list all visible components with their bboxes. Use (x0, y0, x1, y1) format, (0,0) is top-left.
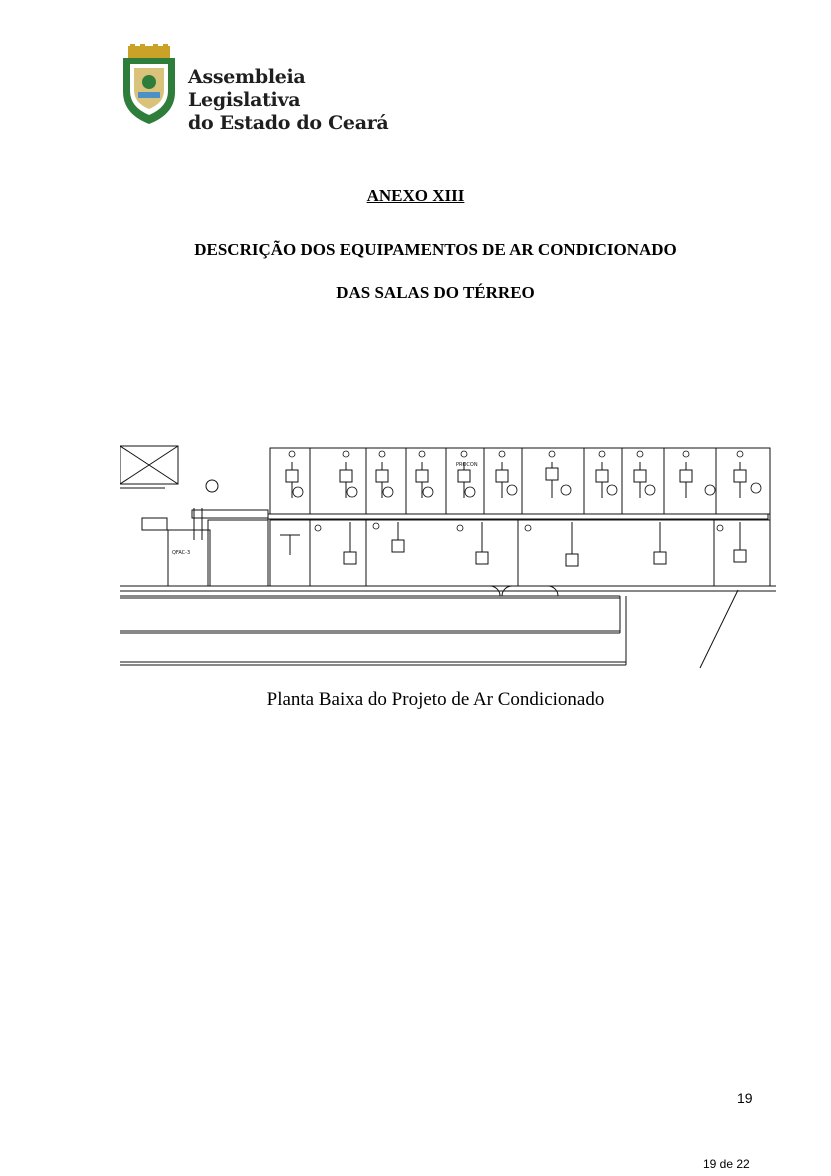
organization-name (188, 66, 410, 135)
organization-name-line2: do Estado do Ceará (188, 112, 389, 134)
document-title-line1: DESCRIÇÃO DOS EQUIPAMENTOS DE AR CONDICIONADO (194, 240, 677, 259)
page-number: 19 (737, 1090, 753, 1106)
plan-label-procon: PROCON (456, 462, 478, 468)
annex-heading: ANEXO XIII (366, 186, 465, 205)
plan-label-qfac: QFAC-3 (172, 550, 191, 556)
floor-plan-drawing (120, 440, 776, 672)
organization-name-line1: Assembleia Legislativa (188, 66, 306, 111)
page-counter: 19 de 22 (703, 1157, 750, 1171)
figure-caption: Planta Baixa do Projeto de Ar Condicionado (266, 689, 605, 710)
document-title-line2: DAS SALAS DO TÉRREO (336, 283, 535, 302)
ceara-coat-of-arms-icon (120, 44, 178, 126)
header-logo (120, 44, 410, 134)
